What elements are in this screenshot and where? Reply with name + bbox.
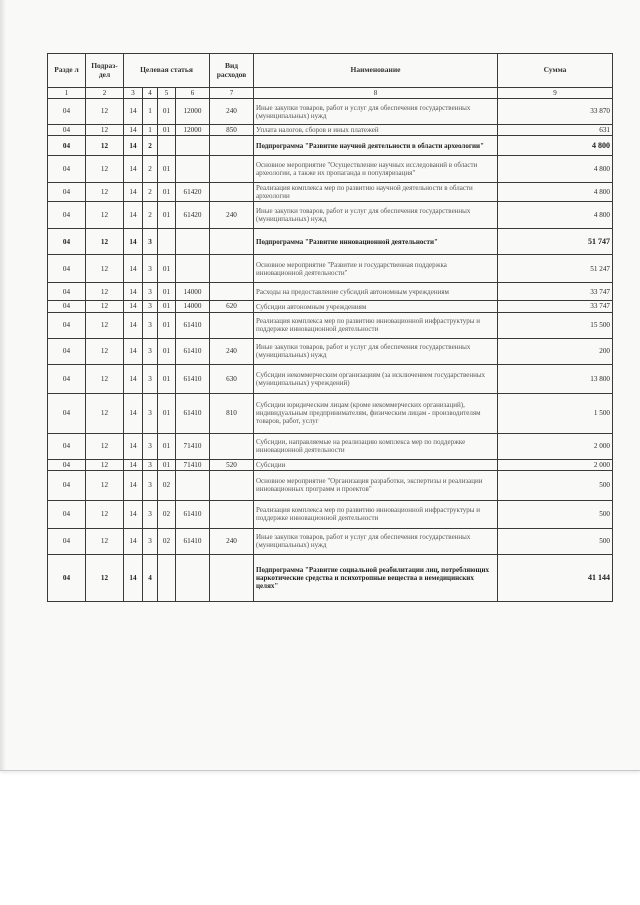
measure-code-cell: 01 <box>158 312 176 338</box>
razdel-cell: 04 <box>48 459 86 470</box>
expense-type-cell <box>210 500 254 528</box>
table-row <box>48 312 613 338</box>
podrazdel-cell: 12 <box>86 229 124 255</box>
name-cell: Реализация комплекса мер по развитию научной деятельности в области археологии <box>254 183 498 202</box>
column-number: 2 <box>86 88 124 99</box>
subprogram-code-cell: 3 <box>143 338 158 364</box>
column-number: 4 <box>143 88 158 99</box>
podrazdel-cell: 12 <box>86 312 124 338</box>
header-sum: Сумма <box>498 54 613 88</box>
direction-code-cell: 61410 <box>176 528 210 554</box>
sum-cell: 2 000 <box>498 459 613 470</box>
razdel-cell: 04 <box>48 99 86 125</box>
podrazdel-cell: 12 <box>86 393 124 433</box>
direction-code-cell: 61410 <box>176 312 210 338</box>
razdel-cell: 04 <box>48 338 86 364</box>
razdel-cell: 04 <box>48 312 86 338</box>
expense-type-cell <box>210 156 254 183</box>
name-cell: Субсидии автономным учреждениям <box>254 301 498 312</box>
razdel-cell: 04 <box>48 528 86 554</box>
measure-code-cell: 01 <box>158 364 176 393</box>
razdel-cell: 04 <box>48 470 86 500</box>
subprogram-code-cell: 3 <box>143 433 158 459</box>
header-podrazdel: Подраз- дел <box>86 54 124 88</box>
table-row <box>48 99 613 125</box>
column-number: 7 <box>210 88 254 99</box>
razdel-cell: 04 <box>48 125 86 136</box>
direction-code-cell: 61410 <box>176 393 210 433</box>
column-number: 6 <box>176 88 210 99</box>
column-number-row <box>48 88 613 99</box>
podrazdel-cell: 12 <box>86 99 124 125</box>
name-cell: Субсидии некоммерческим организациям (за исключением государственных (муниципальных) учреждений) <box>254 364 498 393</box>
sum-cell: 4 800 <box>498 136 613 156</box>
program-code-cell: 14 <box>124 433 143 459</box>
column-number: 1 <box>48 88 86 99</box>
table-row <box>48 338 613 364</box>
podrazdel-cell: 12 <box>86 554 124 601</box>
direction-code-cell <box>176 470 210 500</box>
subprogram-code-cell: 1 <box>143 99 158 125</box>
expense-type-cell <box>210 136 254 156</box>
program-code-cell: 14 <box>124 393 143 433</box>
name-cell: Основное мероприятие "Организация разработки, экспертизы и реализации инновационных программ и проектов" <box>254 470 498 500</box>
header-razdel: Разде л <box>48 54 86 88</box>
direction-code-cell: 14000 <box>176 283 210 301</box>
direction-code-cell: 14000 <box>176 301 210 312</box>
expense-type-cell <box>210 183 254 202</box>
table-row <box>48 125 613 136</box>
direction-code-cell <box>176 156 210 183</box>
razdel-cell: 04 <box>48 393 86 433</box>
measure-code-cell: 01 <box>158 283 176 301</box>
expense-type-cell <box>210 312 254 338</box>
name-cell: Субсидии юридическим лицам (кроме некоммерческих организаций), индивидуальным предпринимателям, физическим лицам - производителям товаров, работ, услуг <box>254 393 498 433</box>
table-row <box>48 183 613 202</box>
measure-code-cell: 01 <box>158 338 176 364</box>
program-code-cell: 14 <box>124 255 143 283</box>
expense-type-cell <box>210 554 254 601</box>
sum-cell: 51 747 <box>498 229 613 255</box>
measure-code-cell: 01 <box>158 125 176 136</box>
expense-type-cell <box>210 255 254 283</box>
measure-code-cell: 02 <box>158 500 176 528</box>
program-code-cell: 14 <box>124 528 143 554</box>
podrazdel-cell: 12 <box>86 183 124 202</box>
name-cell: Основное мероприятие "Развитие и государственная поддержка инновационной деятельности" <box>254 255 498 283</box>
direction-code-cell: 12000 <box>176 99 210 125</box>
table-row <box>48 202 613 229</box>
sum-cell: 2 000 <box>498 433 613 459</box>
table-row <box>48 528 613 554</box>
sum-cell: 4 800 <box>498 202 613 229</box>
sum-cell: 51 247 <box>498 255 613 283</box>
podrazdel-cell: 12 <box>86 283 124 301</box>
table-body <box>48 99 613 602</box>
name-cell: Иные закупки товаров, работ и услуг для обеспечения государственных (муниципальных) нужд <box>254 202 498 229</box>
podrazdel-cell: 12 <box>86 202 124 229</box>
name-cell: Реализация комплекса мер по развитию инновационной инфраструктуры и поддержке инновационной деятельности <box>254 312 498 338</box>
expense-type-cell: 240 <box>210 99 254 125</box>
table-row <box>48 255 613 283</box>
header-expense-type: Вид расходов <box>210 54 254 88</box>
razdel-cell: 04 <box>48 202 86 229</box>
table-row <box>48 156 613 183</box>
measure-code-cell: 01 <box>158 202 176 229</box>
sum-cell: 33 747 <box>498 283 613 301</box>
table-row <box>48 364 613 393</box>
razdel-cell: 04 <box>48 433 86 459</box>
sum-cell: 500 <box>498 528 613 554</box>
sum-cell: 200 <box>498 338 613 364</box>
budget-table <box>47 53 613 602</box>
sum-cell: 631 <box>498 125 613 136</box>
table-row <box>48 470 613 500</box>
subprogram-code-cell: 3 <box>143 459 158 470</box>
column-number: 5 <box>158 88 176 99</box>
razdel-cell: 04 <box>48 229 86 255</box>
table-row <box>48 301 613 312</box>
sum-cell: 4 800 <box>498 183 613 202</box>
table-row <box>48 459 613 470</box>
expense-type-cell: 630 <box>210 364 254 393</box>
subprogram-code-cell: 2 <box>143 202 158 229</box>
expense-type-cell: 850 <box>210 125 254 136</box>
razdel-cell: 04 <box>48 255 86 283</box>
program-code-cell: 14 <box>124 125 143 136</box>
expense-type-cell: 240 <box>210 528 254 554</box>
direction-code-cell: 71410 <box>176 459 210 470</box>
direction-code-cell: 71410 <box>176 433 210 459</box>
subprogram-code-cell: 3 <box>143 283 158 301</box>
sum-cell: 4 800 <box>498 156 613 183</box>
subprogram-code-cell: 2 <box>143 183 158 202</box>
measure-code-cell <box>158 136 176 156</box>
program-code-cell: 14 <box>124 500 143 528</box>
measure-code-cell: 01 <box>158 156 176 183</box>
podrazdel-cell: 12 <box>86 156 124 183</box>
measure-code-cell: 01 <box>158 301 176 312</box>
razdel-cell: 04 <box>48 364 86 393</box>
measure-code-cell: 01 <box>158 183 176 202</box>
name-cell: Подпрограмма "Развитие инновационной деятельности" <box>254 229 498 255</box>
subprogram-code-cell: 3 <box>143 500 158 528</box>
name-cell: Иные закупки товаров, работ и услуг для обеспечения государственных (муниципальных) нужд <box>254 99 498 125</box>
sum-cell: 33 870 <box>498 99 613 125</box>
direction-code-cell: 61410 <box>176 364 210 393</box>
sum-cell: 41 144 <box>498 554 613 601</box>
direction-code-cell <box>176 136 210 156</box>
program-code-cell: 14 <box>124 202 143 229</box>
razdel-cell: 04 <box>48 283 86 301</box>
podrazdel-cell: 12 <box>86 500 124 528</box>
table-row <box>48 283 613 301</box>
razdel-cell: 04 <box>48 156 86 183</box>
table-row <box>48 136 613 156</box>
name-cell: Расходы на предоставление субсидий автономным учреждениям <box>254 283 498 301</box>
podrazdel-cell: 12 <box>86 301 124 312</box>
sum-cell: 33 747 <box>498 301 613 312</box>
column-number: 8 <box>254 88 498 99</box>
measure-code-cell <box>158 229 176 255</box>
program-code-cell: 14 <box>124 338 143 364</box>
name-cell: Иные закупки товаров, работ и услуг для обеспечения государственных (муниципальных) нужд <box>254 528 498 554</box>
table-row <box>48 229 613 255</box>
name-cell: Уплата налогов, сборов и иных платежей <box>254 125 498 136</box>
expense-type-cell: 620 <box>210 301 254 312</box>
podrazdel-cell: 12 <box>86 338 124 364</box>
header-name: Наименование <box>254 54 498 88</box>
subprogram-code-cell: 3 <box>143 229 158 255</box>
subprogram-code-cell: 3 <box>143 312 158 338</box>
podrazdel-cell: 12 <box>86 470 124 500</box>
direction-code-cell: 12000 <box>176 125 210 136</box>
sum-cell: 500 <box>498 470 613 500</box>
measure-code-cell <box>158 554 176 601</box>
measure-code-cell: 01 <box>158 255 176 283</box>
program-code-cell: 14 <box>124 459 143 470</box>
measure-code-cell: 01 <box>158 433 176 459</box>
name-cell: Основное мероприятие "Осуществление научных исследований в области археологии, а также их пропаганда и популяризация" <box>254 156 498 183</box>
program-code-cell: 14 <box>124 229 143 255</box>
program-code-cell: 14 <box>124 554 143 601</box>
podrazdel-cell: 12 <box>86 528 124 554</box>
podrazdel-cell: 12 <box>86 364 124 393</box>
direction-code-cell <box>176 255 210 283</box>
program-code-cell: 14 <box>124 312 143 338</box>
direction-code-cell <box>176 229 210 255</box>
measure-code-cell: 02 <box>158 470 176 500</box>
measure-code-cell: 01 <box>158 459 176 470</box>
expense-type-cell <box>210 229 254 255</box>
program-code-cell: 14 <box>124 364 143 393</box>
subprogram-code-cell: 4 <box>143 554 158 601</box>
direction-code-cell: 61420 <box>176 202 210 229</box>
table-header-row <box>48 54 613 88</box>
program-code-cell: 14 <box>124 99 143 125</box>
header-target-article: Целевая статья <box>124 54 210 88</box>
subprogram-code-cell: 3 <box>143 470 158 500</box>
name-cell: Субсидии <box>254 459 498 470</box>
subprogram-code-cell: 3 <box>143 364 158 393</box>
program-code-cell: 14 <box>124 283 143 301</box>
program-code-cell: 14 <box>124 156 143 183</box>
subprogram-code-cell: 3 <box>143 393 158 433</box>
razdel-cell: 04 <box>48 183 86 202</box>
table-row <box>48 500 613 528</box>
sum-cell: 15 500 <box>498 312 613 338</box>
expense-type-cell: 240 <box>210 338 254 364</box>
podrazdel-cell: 12 <box>86 433 124 459</box>
direction-code-cell <box>176 554 210 601</box>
measure-code-cell: 01 <box>158 99 176 125</box>
podrazdel-cell: 12 <box>86 255 124 283</box>
program-code-cell: 14 <box>124 136 143 156</box>
razdel-cell: 04 <box>48 301 86 312</box>
table-row <box>48 393 613 433</box>
name-cell: Иные закупки товаров, работ и услуг для обеспечения государственных (муниципальных) нужд <box>254 338 498 364</box>
program-code-cell: 14 <box>124 470 143 500</box>
podrazdel-cell: 12 <box>86 459 124 470</box>
sum-cell: 13 800 <box>498 364 613 393</box>
name-cell: Подпрограмма "Развитие социальной реабилитации лиц, потребляющих наркотические средства и психотропные вещества в немедицинских целях" <box>254 554 498 601</box>
direction-code-cell: 61410 <box>176 338 210 364</box>
sum-cell: 500 <box>498 500 613 528</box>
expense-type-cell: 520 <box>210 459 254 470</box>
column-number: 3 <box>124 88 143 99</box>
expense-type-cell <box>210 470 254 500</box>
sum-cell: 1 500 <box>498 393 613 433</box>
table-row <box>48 554 613 601</box>
podrazdel-cell: 12 <box>86 125 124 136</box>
direction-code-cell: 61410 <box>176 500 210 528</box>
expense-type-cell: 240 <box>210 202 254 229</box>
subprogram-code-cell: 2 <box>143 156 158 183</box>
subprogram-code-cell: 3 <box>143 255 158 283</box>
program-code-cell: 14 <box>124 183 143 202</box>
direction-code-cell: 61420 <box>176 183 210 202</box>
razdel-cell: 04 <box>48 554 86 601</box>
razdel-cell: 04 <box>48 136 86 156</box>
name-cell: Подпрограмма "Развитие научной деятельности в области археологии" <box>254 136 498 156</box>
measure-code-cell: 02 <box>158 528 176 554</box>
subprogram-code-cell: 3 <box>143 301 158 312</box>
expense-type-cell <box>210 283 254 301</box>
razdel-cell: 04 <box>48 500 86 528</box>
measure-code-cell: 01 <box>158 393 176 433</box>
scan-edge-shadow <box>0 0 6 770</box>
subprogram-code-cell: 3 <box>143 528 158 554</box>
podrazdel-cell: 12 <box>86 136 124 156</box>
subprogram-code-cell: 2 <box>143 136 158 156</box>
program-code-cell: 14 <box>124 301 143 312</box>
column-number: 9 <box>498 88 613 99</box>
expense-type-cell: 810 <box>210 393 254 433</box>
expense-type-cell <box>210 433 254 459</box>
subprogram-code-cell: 1 <box>143 125 158 136</box>
name-cell: Реализация комплекса мер по развитию инновационной инфраструктуры и поддержке инновационной деятельности <box>254 500 498 528</box>
table-row <box>48 433 613 459</box>
name-cell: Субсидии, направляемые на реализацию комплекса мер по поддержке инновационной деятельности <box>254 433 498 459</box>
